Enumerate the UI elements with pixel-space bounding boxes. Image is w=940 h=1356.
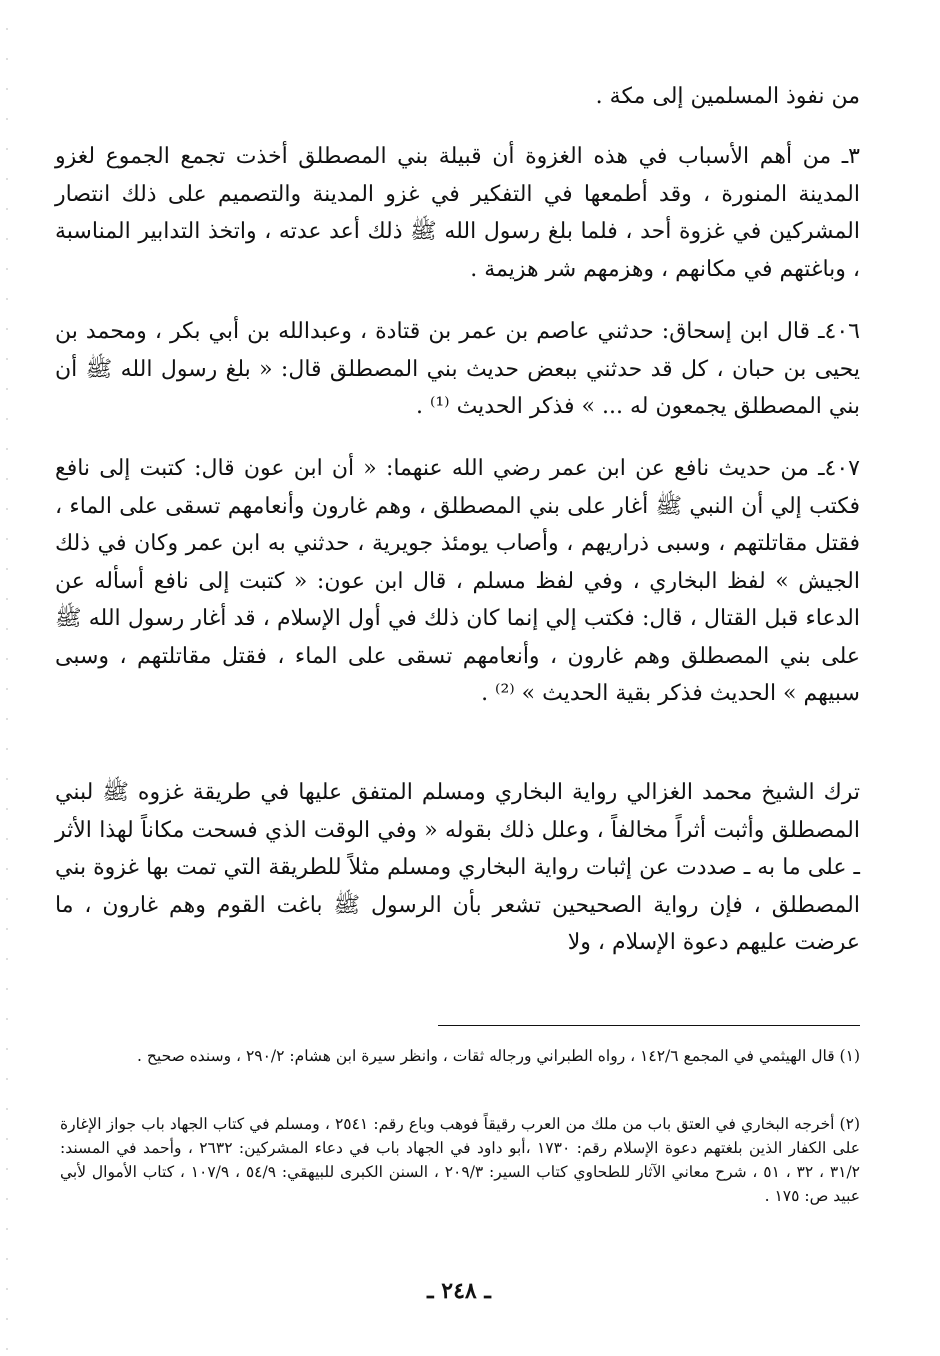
paragraph-hadith-406: ٤٠٦ـ قال ابن إسحاق: حدثني عاصم بن عمر بن قتادة ، وعبدالله بن أبي بكر ، ومحمد بن يحيى بن حبان ، كل قد حدثني ببعض حديث بني المصطلق قال: « بلغ رسول الله ﷺ أن بني المصطلق يجمعون له ... » فذكر الحديث ⁽¹⁾ .: [55, 319, 860, 419]
scan-margin-artifact: [6, 0, 8, 1356]
page-number: ـ ٢٤٨ ـ: [427, 1278, 491, 1304]
paragraph-ghazali-commentary: ترك الشيخ محمد الغزالي رواية البخاري ومسلم المتفق عليها في طريقة غزوه ﷺ لبني المصطلق وأثبت أثراً مخالفاً ، وعلل ذلك بقوله « وفي الوقت الذي فسحت مكاناً لهذا الأثر ـ على ما به ـ صددت عن إثبات رواية البخاري ومسلم مثلاً للطريقة التي تمت بها غزوة بني المصطلق ، فإن رواية الصحيحين تشعر بأن الرسول ﷺ باغت القوم وهم غارون ، ما عرضت عليهم دعوة الإسلام ، ولا: [55, 780, 860, 955]
paragraph-hadith-407: ٤٠٧ـ من حديث نافع عن ابن عمر رضي الله عنهما: « أن ابن عون قال: كتبت إلى نافع فكتب إلي أن النبي ﷺ أغار على بني المصطلق ، وهم غارون وأنعامهم تسقى على الماء ، فقتل مقاتلتهم ، وسبى ذراريهم ، وأصاب يومئذ جويرية ، حدثني به ابن عمر وكان في ذلك الجيش » لفظ البخاري ، وفي لفظ مسلم ، قال ابن عون: « كتبت إلى نافع أسأله عن الدعاء قبل القتال ، قال: فكتب إلي إنما كان ذلك في أول الإسلام ، قد أغار رسول الله ﷺ على بني المصطلق وهم غارون ، وأنعامهم تسقى على الماء ، فقتل مقاتلتهم ، وسبى سبيهم » الحديث فذكر بقية الحديث » ⁽²⁾ .: [55, 456, 860, 706]
footnote-1: (١) قال الهيثمي في المجمع ١٤٢/٦ ، رواه الطبراني ورجاله ثقات ، وانظر سيرة ابن هشام: ٢٩٠/٢ ، وسنده صحيح .: [137, 1047, 860, 1065]
paragraph-reason-3: ٣ـ من أهم الأسباب في هذه الغزوة أن قبيلة بني المصطلق أخذت تجمع الجموع لغزو المدينة المنورة ، وقد أطمعها في التفكير في غزو المدينة والتصميم على ذلك انتصار المشركين في غزوة أحد ، فلما بلغ رسول الله ﷺ ذلك أعد عدته ، واتخذ التدابير المناسبة ، وباغتهم في مكانهم ، وهزمهم شر هزيمة .: [55, 144, 860, 282]
footnote-2: (٢) أخرجه البخاري في العتق باب من ملك من العرب رقيقاً فوهب وباع رقم: ٢٥٤١ ، ومسلم في كتاب الجهاد باب جواز الإغارة على الكفار الذين بلغتهم دعوة الإسلام رقم: ١٧٣٠ ،أبو داود في الجهاد باب في دعاء المشركين: ٢٦٣٢ ، وأحمد في المسند: ٣١/٢ ، ٣٢ ، ٥١ ، شرح معاني الآثار للطحاوي كتاب السير: ٢٠٩/٣ ، السنن الكبرى للبيهقي: ٥٤/٩ ، ١٠٧/٩ ، كتاب الأموال لأبي عبيد ص: ١٧٥ .: [60, 1115, 861, 1205]
paragraph-continuation: من نفوذ المسلمين إلى مكة .: [595, 84, 860, 109]
footnote-separator: [438, 1025, 860, 1026]
